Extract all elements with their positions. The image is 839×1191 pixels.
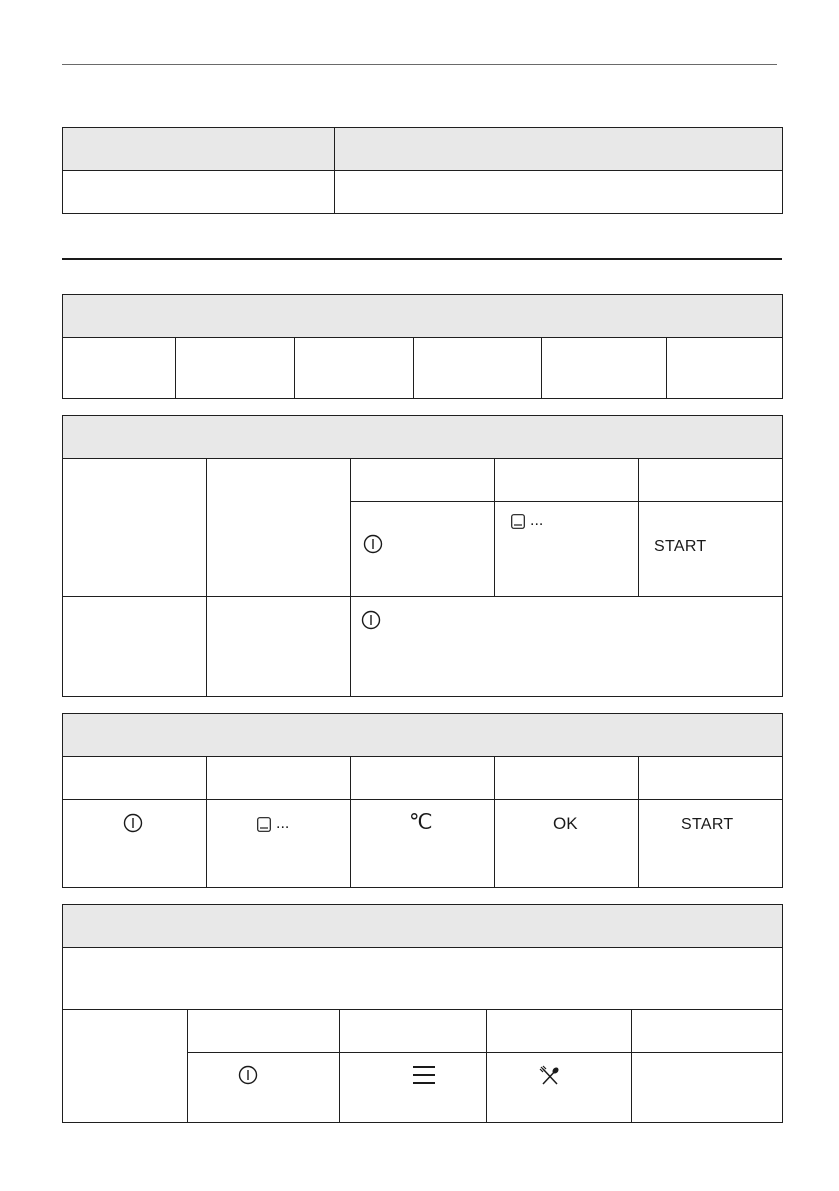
- table-2-cell-1: [63, 338, 176, 399]
- oven-function-icon: [257, 817, 271, 832]
- table-3-row-1-cell-1: [63, 459, 207, 597]
- table-1-cell-2: [335, 171, 783, 214]
- table-4-step-5-label: [639, 757, 783, 800]
- table-2-cell-6: [667, 338, 783, 399]
- table-4-step-5: [639, 800, 783, 888]
- table-2-cell-5: [542, 338, 667, 399]
- ok-label: OK: [553, 814, 578, 833]
- table-3-row-1-cell-2: [207, 459, 351, 597]
- table-3: [62, 415, 783, 697]
- table-1-header-cell-2: [335, 128, 783, 171]
- fork-knife-icon: [539, 1065, 561, 1087]
- table-3-step-1-label: [351, 459, 495, 502]
- table-5-row-label: [63, 1010, 188, 1123]
- table-3-step-2: [495, 502, 639, 597]
- power-icon: [363, 534, 383, 554]
- table-4-step-2: [207, 800, 351, 888]
- start-label: START: [654, 538, 707, 555]
- table-3-row-2-cell-3: [351, 597, 783, 697]
- table-4-step-1: [63, 800, 207, 888]
- table-5-step-3: [487, 1053, 632, 1123]
- table-5: [62, 904, 783, 1123]
- table-3-row-2-cell-2: [207, 597, 351, 697]
- table-5-step-4: [632, 1053, 783, 1123]
- page-top-rule: [62, 64, 777, 65]
- table-3-header: [63, 416, 783, 459]
- table-5-header: [63, 905, 783, 948]
- section-divider: [62, 258, 782, 260]
- table-5-step-3-label: [487, 1010, 632, 1053]
- table-2-cell-2: [176, 338, 295, 399]
- menu-icon: [412, 1065, 436, 1085]
- table-4: [62, 713, 783, 888]
- table-2: [62, 294, 783, 399]
- table-4-step-4-label: [495, 757, 639, 800]
- table-2-header: [63, 295, 783, 338]
- table-4-step-2-label: [207, 757, 351, 800]
- table-4-step-3-label: [351, 757, 495, 800]
- table-1: [62, 127, 783, 214]
- table-5-step-1-label: [188, 1010, 340, 1053]
- ellipsis-text: ...: [530, 512, 544, 529]
- table-4-step-1-label: [63, 757, 207, 800]
- table-3-step-3-label: [639, 459, 783, 502]
- table-1-cell-1: [63, 171, 335, 214]
- table-3-step-1: [351, 502, 495, 597]
- table-2-cell-3: [295, 338, 414, 399]
- table-2-cell-4: [414, 338, 542, 399]
- table-5-step-4-label: [632, 1010, 783, 1053]
- table-5-step-2-label: [340, 1010, 487, 1053]
- ellipsis-text: ...: [276, 815, 290, 832]
- table-3-step-2-label: [495, 459, 639, 502]
- table-4-step-4: [495, 800, 639, 888]
- oven-function-icon: [511, 514, 525, 529]
- power-icon: [238, 1065, 258, 1085]
- power-icon: [361, 610, 381, 630]
- temperature-icon: ℃: [409, 811, 433, 834]
- start-label: START: [681, 816, 734, 833]
- table-4-header: [63, 714, 783, 757]
- table-3-row-2-cell-1: [63, 597, 207, 697]
- table-5-step-1: [188, 1053, 340, 1123]
- table-4-step-3: [351, 800, 495, 888]
- table-5-description: [63, 948, 783, 1010]
- table-1-header-cell-1: [63, 128, 335, 171]
- table-5-step-2: [340, 1053, 487, 1123]
- power-icon: [123, 813, 143, 833]
- table-3-step-3: [639, 502, 783, 597]
